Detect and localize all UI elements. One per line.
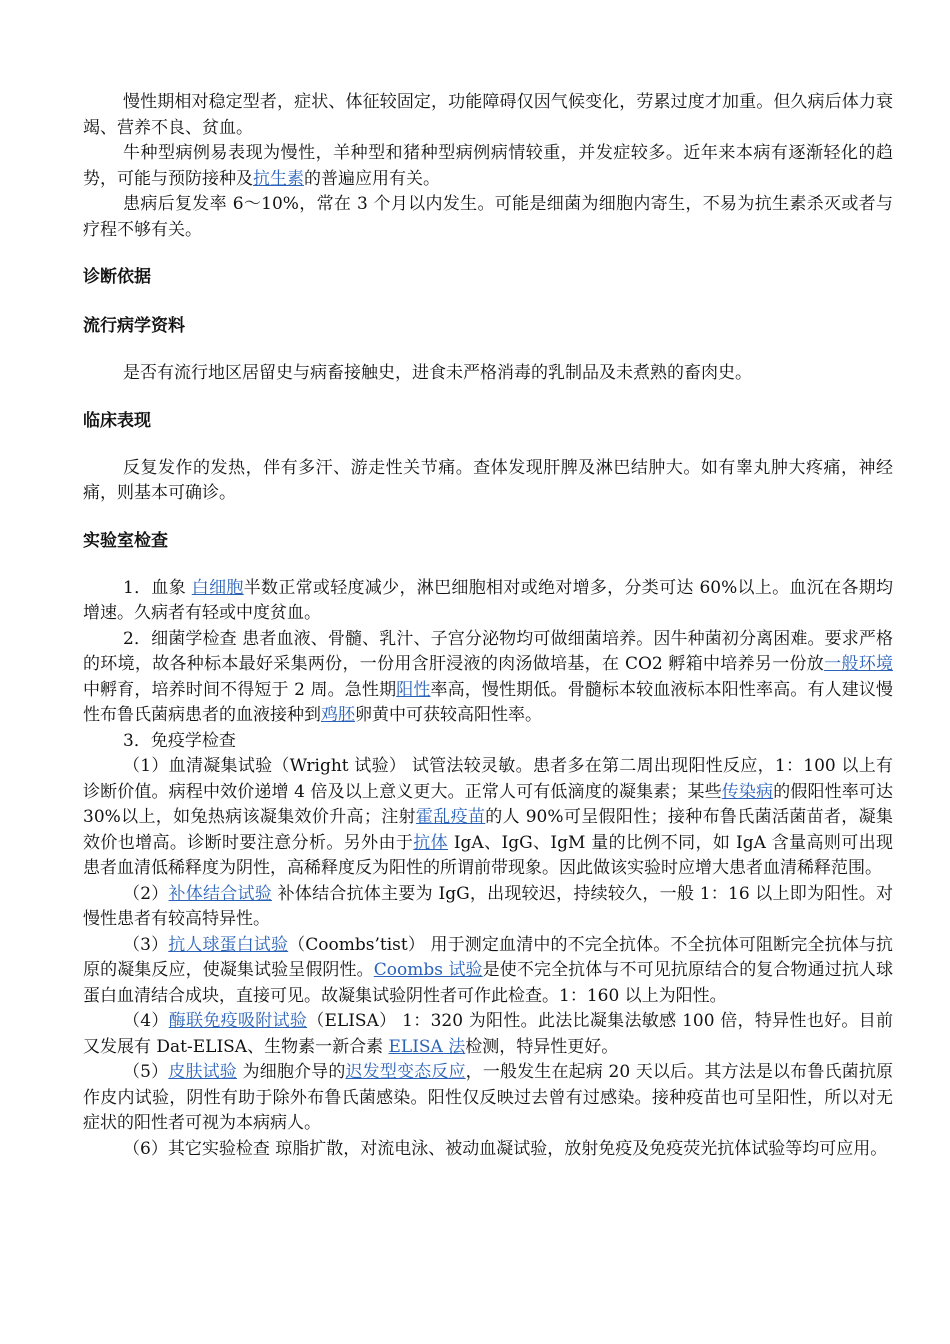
immuno-item-coombs: （3）抗人球蛋白试验（Coombs’tist） 用于测定血清中的不完全抗体。不全抗体可阻断完全抗体与抗原的凝集反应，使凝集试验呈假阴性。Coombs 试验是使不完全抗体与不可见抗原结合的复合物通过抗人球蛋白血清结合成块，直接可见。故凝集试验阴性者可作此检查。1：160 以上为阳性。: [83, 934, 894, 1006]
link-elisa[interactable]: 酶联免疫吸附试验: [168, 1011, 308, 1031]
link-positive[interactable]: 阳性: [396, 679, 431, 700]
link-skin-test[interactable]: 皮肤试验: [168, 1062, 237, 1082]
immuno-item-other: （6）其它实验检查 琼脂扩散，对流电泳、被动血凝试验，放射免疫及免疫荧光抗体试验等均可应用。: [123, 1138, 888, 1159]
lab-item-immunology: 3．免疫学检查: [123, 730, 236, 751]
link-general-environment[interactable]: 一般环境: [824, 654, 893, 674]
heading-diagnosis: 诊断依据: [83, 267, 151, 287]
document-body: [83, 90, 893, 1162]
immuno-item-skin-test: （5）皮肤试验 为细胞介导的迟发型变态反应，一般发生在起病 20 天以后。其方法是以布鲁氏菌抗原作皮内试验，阴性有助于除外布鲁氏菌感染。阳性仅反映过去曾有过感染。接种疫苗也可呈阳性，所以对无症状的阳性者可视为本病病人。: [83, 1062, 893, 1133]
paragraph-clinical: 反复发作的发热，伴有多汗、游走性关节痛。查体发现肝脾及淋巴结肿大。如有睾丸肿大疼痛，神经痛，则基本可确诊。: [83, 457, 893, 503]
link-complement-fixation[interactable]: 补体结合试验: [168, 883, 273, 904]
link-chick-embryo[interactable]: 鸡胚: [321, 705, 355, 725]
link-infectious-disease[interactable]: 传染病: [721, 781, 774, 802]
link-coombs-test[interactable]: Coombs 试验: [373, 960, 483, 980]
link-delayed-hypersensitivity[interactable]: 迟发型变态反应: [345, 1062, 466, 1082]
immuno-item-complement: （2）补体结合试验 补体结合抗体主要为 IgG，出现较迟，持续较久，一般 1：16 以上即为阳性。对慢性患者有较高特异性。: [83, 883, 893, 929]
heading-lab-tests: 实验室检查: [83, 530, 168, 551]
paragraph-chronic-stable: 慢性期相对稳定型者，症状、体征较固定，功能障碍仅因气候变化，劳累过度才加重。但久病后体力衰竭、营养不良、贫血。: [83, 92, 893, 138]
immuno-item-agglutination: （1）血清凝集试验（Wright 试验） 试管法较灵敏。患者多在第二周出现阳性反应，1：100 以上有诊断价值。病程中效价递增 4 倍及以上意义更大。正常人可有低滴度的凝集素；某些传染病的假阳性率可达 30%以上，如兔热病该凝集效价升高；注射霍乱疫苗的人 90%可呈假阳性；接种布鲁氏菌活菌苗者，凝集效价也增高。诊断时要注意分析。另外由于抗体 IgA、IgG、IgM 量的比例不同，如 IgA 含量高则可出现患者血清低稀释度为阴性，高稀释度反为阳性的所谓前带现象。因此做该实验时应增大患者血清稀释范围。: [83, 756, 894, 878]
lab-item-bacteriology: 2．细菌学检查 患者血液、骨髓、乳汁、子宫分泌物均可做细菌培养。因牛种菌初分离困难。要求严格的环境，故各种标本最好采集两份，一份用含肝浸液的肉汤做培基，在 CO2 孵箱中培养另一份放一般环境中孵育，培养时间不得短于 2 周。急性期阳性率高，慢性期低。骨髓标本较血液标本阳性率高。有人建议慢性布鲁氏菌病患者的血液接种到鸡胚卵黄中可获较高阳性率。: [83, 628, 894, 725]
paragraph-epidemiology: 是否有流行地区居留史与病畜接触史，进食未严格消毒的乳制品及未煮熟的畜肉史。: [123, 363, 752, 383]
link-elisa-method[interactable]: ELISA 法: [388, 1036, 466, 1057]
paragraph-relapse: 患病后复发率 6～10%，常在 3 个月以内发生。可能是细菌为细胞内寄生，不易为抗生素杀灭或者与疗程不够有关。: [83, 194, 893, 240]
link-antiglobulin-test[interactable]: 抗人球蛋白试验: [168, 934, 289, 955]
lab-item-blood: 1．血象 白细胞半数正常或轻度减少，淋巴细胞相对或绝对增多，分类可达 60%以上。血沉在各期均增速。久病者有轻或中度贫血。: [83, 577, 893, 623]
immuno-item-elisa: （4）酶联免疫吸附试验（ELISA） 1：320 为阳性。此法比凝集法敏感 100 倍，特异性也好。目前又发展有 Dat-ELISA、生物素一新合素 ELISA 法检测，特异性更好。: [83, 1011, 893, 1057]
heading-epidemiology: 流行病学资料: [83, 316, 185, 336]
link-cholera-vaccine[interactable]: 霍乱疫苗: [415, 807, 486, 827]
paragraph-strain-types: 牛种型病例易表现为慢性，羊种型和猪种型病例病情较重，并发症较多。近年来本病有逐渐轻化的趋势，可能与预防接种及抗生素的普遍应用有关。: [83, 143, 893, 189]
link-antibody[interactable]: 抗体: [413, 832, 449, 853]
heading-clinical: 临床表现: [83, 410, 151, 431]
link-antibiotics[interactable]: 抗生素: [253, 168, 304, 189]
link-white-blood-cell[interactable]: 白细胞: [191, 577, 244, 598]
